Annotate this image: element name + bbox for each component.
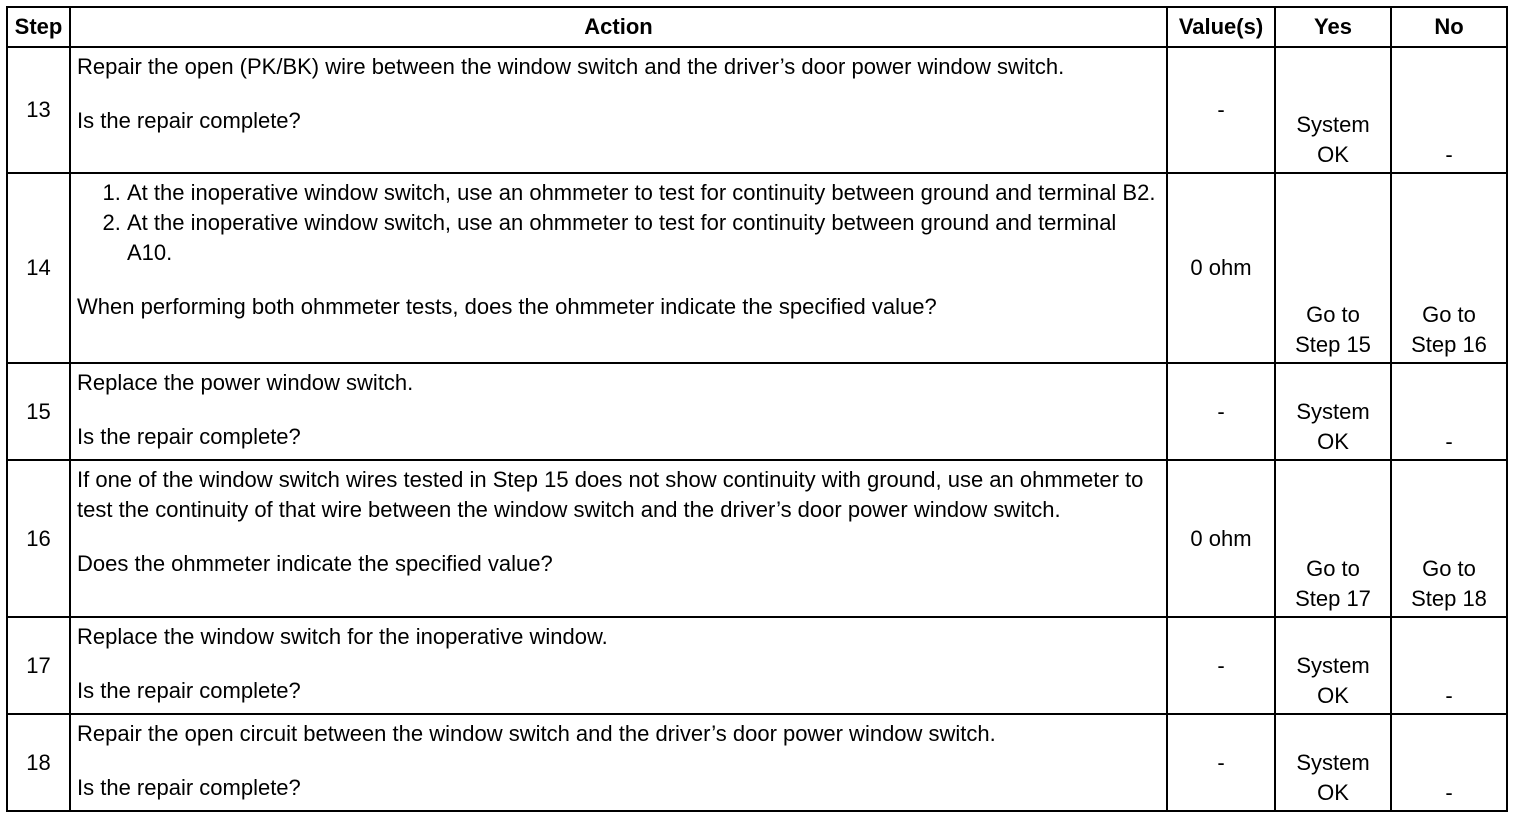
- yes-line-2: OK: [1317, 683, 1349, 708]
- action-cell: [70, 173, 1167, 363]
- no-cell: [1391, 460, 1507, 617]
- action-text: Replace the power window switch.: [77, 370, 414, 395]
- header-values: Value(s): [1167, 7, 1275, 47]
- yes-cell: [1275, 363, 1391, 460]
- action-question: Is the repair complete?: [77, 108, 301, 133]
- yes-cell: [1275, 173, 1391, 363]
- yes-line-2: Step 17: [1295, 586, 1371, 611]
- step-number: 17: [7, 617, 70, 714]
- yes-cell: [1275, 714, 1391, 811]
- diagnostic-table-wrapper: [6, 6, 1508, 812]
- action-list-item: 1. At the inoperative window switch, use an ohmmeter to test for continuity between ground and terminal B2.: [127, 178, 1160, 208]
- yes-line-1: Go to: [1306, 302, 1360, 327]
- no-cell: [1391, 47, 1507, 173]
- yes-line-1: System: [1296, 750, 1370, 775]
- action-cell: [70, 714, 1167, 811]
- step-number: 16: [7, 460, 70, 617]
- no-line-2: -: [1445, 780, 1453, 805]
- no-line-2: -: [1445, 429, 1453, 454]
- action-text: Repair the open (PK/BK) wire between the window switch and the driver’s door power window switch.: [77, 54, 1065, 79]
- value-cell: -: [1167, 714, 1275, 811]
- yes-line-2: OK: [1317, 780, 1349, 805]
- table-row: [7, 617, 1507, 714]
- no-cell: [1391, 363, 1507, 460]
- step-number: 13: [7, 47, 70, 173]
- action-list: [77, 178, 1160, 268]
- header-step: Step: [7, 7, 70, 47]
- no-cell: [1391, 714, 1507, 811]
- action-text: Replace the window switch for the inoperative window.: [77, 624, 608, 649]
- action-cell: [70, 47, 1167, 173]
- table-row: [7, 714, 1507, 811]
- yes-line-1: System: [1296, 112, 1370, 137]
- no-line-2: -: [1445, 683, 1453, 708]
- diagnostic-table: [6, 6, 1508, 812]
- step-number: 14: [7, 173, 70, 363]
- yes-cell: [1275, 47, 1391, 173]
- yes-line-1: System: [1296, 399, 1370, 424]
- no-cell: [1391, 173, 1507, 363]
- header-no: No: [1391, 7, 1507, 47]
- value-cell: -: [1167, 363, 1275, 460]
- table-row: [7, 47, 1507, 173]
- action-list-item: 2. At the inoperative window switch, use an ohmmeter to test for continuity between ground and terminal A10.: [127, 208, 1160, 268]
- action-cell: [70, 363, 1167, 460]
- no-line-2: Step 18: [1411, 586, 1487, 611]
- value-cell: -: [1167, 47, 1275, 173]
- action-cell: [70, 617, 1167, 714]
- yes-line-1: Go to: [1306, 556, 1360, 581]
- no-cell: [1391, 617, 1507, 714]
- no-line-1: Go to: [1422, 556, 1476, 581]
- action-question: Does the ohmmeter indicate the specified value?: [77, 551, 553, 576]
- no-line-1: Go to: [1422, 302, 1476, 327]
- no-line-2: -: [1445, 142, 1453, 167]
- action-text: If one of the window switch wires tested in Step 15 does not show continuity with ground, use an ohmmeter to test the continuity of that wire between the window switch and the driver’s door power window switch.: [77, 467, 1144, 522]
- yes-cell: [1275, 460, 1391, 617]
- yes-line-2: OK: [1317, 142, 1349, 167]
- action-text: Repair the open circuit between the window switch and the driver’s door power window switch.: [77, 721, 996, 746]
- table-row: [7, 460, 1507, 617]
- header-row: [7, 7, 1507, 47]
- yes-line-2: Step 15: [1295, 332, 1371, 357]
- step-number: 15: [7, 363, 70, 460]
- header-action: Action: [70, 7, 1167, 47]
- table-row: [7, 173, 1507, 363]
- header-yes: Yes: [1275, 7, 1391, 47]
- value-cell: 0 ohm: [1167, 460, 1275, 617]
- action-question: Is the repair complete?: [77, 775, 301, 800]
- value-cell: 0 ohm: [1167, 173, 1275, 363]
- yes-cell: [1275, 617, 1391, 714]
- action-cell: [70, 460, 1167, 617]
- action-question: When performing both ohmmeter tests, does the ohmmeter indicate the specified value?: [77, 294, 937, 319]
- action-question: Is the repair complete?: [77, 424, 301, 449]
- step-number: 18: [7, 714, 70, 811]
- no-line-2: Step 16: [1411, 332, 1487, 357]
- table-row: [7, 363, 1507, 460]
- action-question: Is the repair complete?: [77, 678, 301, 703]
- value-cell: -: [1167, 617, 1275, 714]
- yes-line-2: OK: [1317, 429, 1349, 454]
- yes-line-1: System: [1296, 653, 1370, 678]
